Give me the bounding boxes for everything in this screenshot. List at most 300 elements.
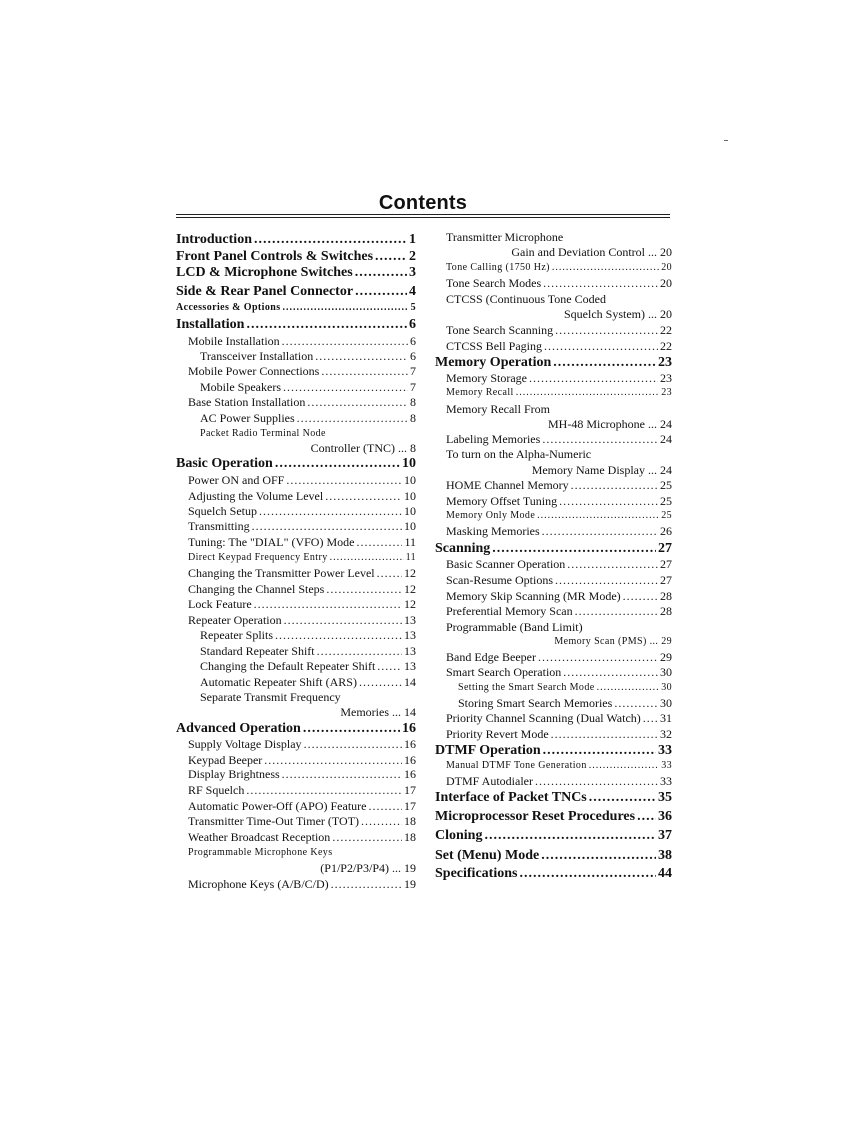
toc-entry-title: Programmable Microphone Keys [188,847,333,858]
toc-entry [188,767,416,781]
dot-leader [552,261,659,275]
toc-page-number: 32 [660,727,672,741]
toc-page-number: 16 [404,767,416,781]
toc-entry-title: Interface of Packet TNCs [435,790,587,805]
toc-entry-title: Transceiver Installation [200,349,314,363]
toc-entry [200,659,416,673]
toc-page-number: 8 [410,441,416,455]
toc-page-number: 16 [404,737,416,751]
dot-leader [304,737,402,751]
dot-leader [246,783,402,797]
toc-entry-title: CTCSS (Continuous Tone Coded [446,292,606,306]
dot-leader [645,417,660,431]
toc-entry-title: Transmitting [188,519,250,533]
toc-page-number: 11 [405,552,416,563]
toc-entry [176,705,416,719]
toc-page-number: 22 [660,323,672,337]
dot-leader [356,535,402,549]
toc-entry-title: Memory Storage [446,371,527,385]
dot-leader [645,245,660,259]
toc-heading [176,456,416,472]
toc-entry-title: Smart Search Operation [446,665,562,679]
toc-entry-title: Tone Search Scanning [446,323,554,337]
toc-entry-title: Gain and Deviation Control [511,245,645,259]
toc-page-number: 27 [660,557,672,571]
toc-heading [435,809,672,825]
toc-entry [446,589,672,603]
dot-leader [325,489,402,503]
dot-leader [538,650,658,664]
dot-leader [389,705,404,719]
dot-leader [375,249,407,265]
toc-page-number: 7 [410,364,416,378]
toc-entry-title: RF Squelch [188,783,245,797]
toc-heading [435,848,672,864]
toc-page-number: 30 [660,665,672,679]
toc-page-number: 20 [660,276,672,290]
toc-page-number: 4 [409,284,416,299]
dot-leader [317,644,402,658]
toc-entry [446,494,672,508]
toc-heading [176,300,416,316]
toc-page-number: 28 [660,604,672,618]
dot-leader [254,232,407,248]
toc-entry [446,432,672,446]
toc-heading [176,232,416,248]
dot-leader [597,681,660,695]
toc-entry-title: Scan-Resume Options [446,573,553,587]
toc-page-number: 25 [661,510,672,521]
toc-page-number: 20 [661,262,672,273]
toc-entry-title: Repeater Splits [200,628,273,642]
dot-leader [315,349,408,363]
toc-entry [446,604,672,618]
toc-page-number: 2 [409,249,416,264]
toc-entry [188,489,416,503]
toc-entry-title: Preferential Memory Scan [446,604,573,618]
dot-leader [331,877,402,891]
dot-leader [484,828,656,844]
toc-page-number: 3 [409,265,416,280]
toc-page-number: 8 [410,395,416,409]
toc-entry-title: Front Panel Controls & Switches [176,249,374,264]
toc-page-number: 28 [660,589,672,603]
toc-entry-title: DTMF Autodialer [446,774,533,788]
toc-page-number: 10 [404,473,416,487]
toc-entry-title: Masking Memories [446,524,540,538]
toc-page-number: 29 [660,650,672,664]
toc-entry [446,573,672,587]
toc-page-number: 13 [404,628,416,642]
toc-entry-title: Supply Voltage Display [188,737,302,751]
toc-entry-title: Keypad Beeper [188,753,263,767]
toc-page-number: 24 [660,432,672,446]
toc-page-number: 8 [410,411,416,425]
toc-entry-title: LCD & Microphone Switches [176,265,353,280]
toc-entry-title: Lock Feature [188,597,252,611]
dot-leader [555,573,658,587]
toc-entry [200,644,416,658]
toc-entry [176,861,416,875]
toc-page-number: 24 [660,417,672,431]
toc-entry [188,597,416,611]
toc-page-number: 33 [660,774,672,788]
toc-entry-title: Introduction [176,232,252,247]
toc-entry [188,504,416,518]
toc-entry-title: Microphone Keys (A/B/C/D) [188,877,329,891]
toc-entry [446,665,672,679]
toc-entry [188,535,416,549]
toc-entry [435,463,672,477]
dot-leader [647,636,662,647]
dot-leader [589,759,659,773]
toc-page-number: 14 [404,705,416,719]
dot-leader [535,774,658,788]
toc-entry-title: Memory Skip Scanning (MR Mode) [446,589,621,603]
toc-entry-title: Transmitter Time-Out Timer (TOT) [188,814,360,828]
dot-leader [282,334,408,348]
toc-entry-title: Side & Rear Panel Connector [176,284,354,299]
toc-entry-title: Memory Recall [446,387,514,398]
toc-page-number: 12 [404,597,416,611]
dot-leader [369,799,403,813]
dot-leader [492,541,656,557]
toc-entry-title: (P1/P2/P3/P4) [320,861,389,875]
toc-heading [176,284,416,300]
dot-leader [643,711,658,725]
toc-entry-title: Labeling Memories [446,432,541,446]
dot-leader [355,265,407,281]
toc-entry-title: Standard Repeater Shift [200,644,315,658]
toc-page-number: 13 [404,644,416,658]
toc-entry [446,774,672,788]
toc-entry [188,753,416,767]
toc-entry-title: Scanning [435,541,491,556]
toc-page-number: 33 [658,743,672,758]
toc-entry-title: Memory Only Mode [446,510,536,521]
toc-entry [446,447,672,461]
toc-entry [188,737,416,751]
toc-page-number: 37 [658,828,672,843]
toc-entry [188,877,416,891]
dot-leader [321,364,408,378]
toc-entry-title: Direct Keypad Frequency Entry [188,552,328,563]
toc-page-number: 11 [404,535,416,549]
toc-page-number: 12 [404,582,416,596]
toc-entry [188,519,416,533]
title-rule-upper [176,214,670,215]
dot-leader [551,727,658,741]
toc-entry-title: Microprocessor Reset Procedures [435,809,636,824]
dot-leader [623,589,658,603]
toc-entry-title: Memories [340,705,389,719]
dot-leader [307,395,408,409]
toc-page-number: 14 [404,675,416,689]
toc-entry-title: Tone Calling (1750 Hz) [446,262,550,273]
toc-page-number: 29 [661,636,672,647]
toc-entry-title: Changing the Default Repeater Shift [200,659,376,673]
dot-leader [284,613,402,627]
dot-leader [275,456,400,472]
toc-entry-title: Specifications [435,866,518,881]
toc-entry-title: AC Power Supplies [200,411,295,425]
toc-entry-title: Controller (TNC) [310,441,395,455]
dot-leader [297,411,408,425]
toc-entry-title: Display Brightness [188,767,280,781]
dot-leader [544,339,658,353]
dot-leader [614,696,658,710]
toc-entry-title: Squelch Setup [188,504,257,518]
toc-entry [188,551,416,565]
toc-entry-title: Memory Operation [435,355,552,370]
dot-leader [359,675,402,689]
dot-leader [283,300,409,316]
toc-page-number: 10 [404,504,416,518]
toc-entry-title: Tuning: The "DIAL" (VFO) Mode [188,535,355,549]
toc-entry [200,411,416,425]
toc-entry [446,386,672,400]
toc-entry-title: Changing the Channel Steps [188,582,325,596]
toc-page-number: 19 [404,861,416,875]
toc-entry-title: Priority Revert Mode [446,727,549,741]
toc-page-number: 18 [404,830,416,844]
toc-entry [188,830,416,844]
toc-page-number: 26 [660,524,672,538]
dot-leader [553,355,656,371]
toc-entry [435,417,672,431]
toc-entry [200,380,416,394]
toc-entry [435,635,672,649]
toc-entry [200,690,416,704]
toc-entry-title: Squelch System) [564,307,645,321]
toc-entry [446,339,672,353]
toc-entry-title: Automatic Repeater Shift (ARS) [200,675,357,689]
toc-entry-title: Memory Recall From [446,402,550,416]
dot-leader [542,524,658,538]
toc-page-number: 44 [658,866,672,881]
dot-leader [252,519,402,533]
toc-entry [458,696,672,710]
toc-entry-title: Transmitter Microphone [446,230,564,244]
dot-leader [542,432,658,446]
toc-page-number: 33 [661,760,672,771]
toc-entry [446,323,672,337]
toc-entry-title: Repeater Operation [188,613,282,627]
toc-page-number: 30 [661,682,672,693]
toc-entry [200,675,416,689]
toc-page-number: 5 [410,302,416,313]
dot-leader [330,551,404,565]
dot-leader [543,276,658,290]
toc-heading [435,866,672,882]
toc-entry [188,364,416,378]
toc-entry-title: Weather Broadcast Reception [188,830,331,844]
dot-leader [282,767,402,781]
toc-page-number: 10 [402,456,416,471]
toc-entry-title: CTCSS Bell Paging [446,339,543,353]
toc-page-number: 36 [658,809,672,824]
toc-heading [435,828,672,844]
toc-page-number: 17 [404,799,416,813]
toc-page-number: 20 [660,307,672,321]
dot-leader [516,386,660,400]
toc-page-number: 18 [404,814,416,828]
toc-entry-title: Band Edge Beeper [446,650,536,664]
toc-entry [176,441,416,455]
dot-leader [377,566,402,580]
toc-entry [446,727,672,741]
toc-entry [446,371,672,385]
page-title: Contents [378,192,468,214]
toc-entry [446,230,672,244]
toc-entry [200,427,416,441]
toc-entry-title: Installation [176,317,245,332]
toc-entry-title: Mobile Power Connections [188,364,320,378]
dot-leader [567,557,658,571]
toc-entry-title: Memory Offset Tuning [446,494,558,508]
toc-entry-title: Advanced Operation [176,721,301,736]
toc-page-number: 23 [658,355,672,370]
toc-entry-title: Basic Scanner Operation [446,557,566,571]
toc-page-number: 31 [660,711,672,725]
dot-leader [332,830,402,844]
toc-page-number: 13 [404,613,416,627]
toc-page-number: 22 [660,339,672,353]
toc-page-number: 25 [660,478,672,492]
toc-entry [446,402,672,416]
toc-page-number: 24 [660,463,672,477]
dot-leader [537,509,659,523]
toc-page-number: 16 [402,721,416,736]
dot-leader [355,284,407,300]
toc-entry-title: Tone Search Modes [446,276,542,290]
toc-entry [188,846,416,860]
toc-entry [188,814,416,828]
toc-page-number: 12 [404,566,416,580]
toc-page-number: 27 [658,541,672,556]
dot-leader [637,809,656,825]
dot-leader [645,463,660,477]
toc-page-number: 35 [658,790,672,805]
toc-entry-title: Memory Name Display [531,463,645,477]
dot-leader [563,665,658,679]
toc-entry-title: Programmable (Band Limit) [446,620,583,634]
toc-page-number: 27 [660,573,672,587]
toc-entry-title: To turn on the Alpha-Numeric [446,447,592,461]
toc-entry-title: Adjusting the Volume Level [188,489,324,503]
toc-heading [435,790,672,806]
toc-entry [200,628,416,642]
toc-entry-title: Automatic Power-Off (APO) Feature [188,799,367,813]
dot-leader [559,494,658,508]
toc-entry-title: Setting the Smart Search Mode [458,682,595,693]
toc-entry [188,613,416,627]
toc-page-number: 1 [409,232,416,247]
dot-leader [645,307,660,321]
toc-entry-title: Set (Menu) Mode [435,848,540,863]
toc-entry [188,799,416,813]
dot-leader [541,848,656,864]
dot-leader [283,380,408,394]
dot-leader [246,317,407,333]
toc-entry [446,276,672,290]
dot-leader [529,371,658,385]
toc-heading [176,317,416,333]
toc-entry-title: Cloning [435,828,483,843]
toc-entry [446,524,672,538]
dot-leader [377,659,402,673]
toc-entry [435,245,672,259]
toc-entry-title: DTMF Operation [435,743,541,758]
toc-page-number: 25 [660,494,672,508]
toc-entry-title: Priority Channel Scanning (Dual Watch) [446,711,641,725]
toc-entry [188,334,416,348]
toc-page-number: 30 [660,696,672,710]
toc-entry-title: MH-48 Microphone [548,417,645,431]
toc-entry-title: Memory Scan (PMS) [554,636,647,647]
toc-entry [446,620,672,634]
toc-entry [446,759,672,773]
dot-leader [286,473,402,487]
toc-entry [188,582,416,596]
dot-leader [571,478,658,492]
toc-page-number: 6 [409,317,416,332]
corner-mark [724,140,728,141]
dot-leader [254,597,402,611]
toc-entry-title: Power ON and OFF [188,473,285,487]
toc-heading [176,249,416,265]
toc-page-number: 7 [410,380,416,394]
toc-entry [446,478,672,492]
toc-entry [446,292,672,306]
toc-heading [435,355,672,371]
toc-page-number: 19 [404,877,416,891]
toc-page-number: 23 [660,371,672,385]
toc-entry [435,307,672,321]
dot-leader [575,604,658,618]
dot-leader [543,743,656,759]
toc-page-number: 38 [658,848,672,863]
toc-entry [188,473,416,487]
toc-entry [446,509,672,523]
toc-heading [176,265,416,281]
toc-entry [446,557,672,571]
toc-entry-title: HOME Channel Memory [446,478,569,492]
dot-leader [303,721,400,737]
dot-leader [264,753,402,767]
dot-leader [326,582,402,596]
dot-leader [361,814,402,828]
toc-entry-title: Changing the Transmitter Power Level [188,566,375,580]
toc-entry-title: Manual DTMF Tone Generation [446,760,587,771]
toc-entry-title: Packet Radio Terminal Node [200,428,326,439]
dot-leader [519,866,656,882]
toc-page-number: 6 [410,349,416,363]
dot-leader [389,861,404,875]
toc-page-number: 13 [404,659,416,673]
toc-entry-title: Separate Transmit Frequency [200,690,341,704]
toc-entry-title: Storing Smart Search Memories [458,696,613,710]
toc-entry [200,349,416,363]
toc-entry [446,650,672,664]
toc-heading [176,721,416,737]
toc-page-number: 10 [404,519,416,533]
toc-entry [446,261,672,275]
toc-page-number: 17 [404,783,416,797]
dot-leader [395,441,410,455]
toc-page-number: 6 [410,334,416,348]
toc-page-number: 10 [404,489,416,503]
